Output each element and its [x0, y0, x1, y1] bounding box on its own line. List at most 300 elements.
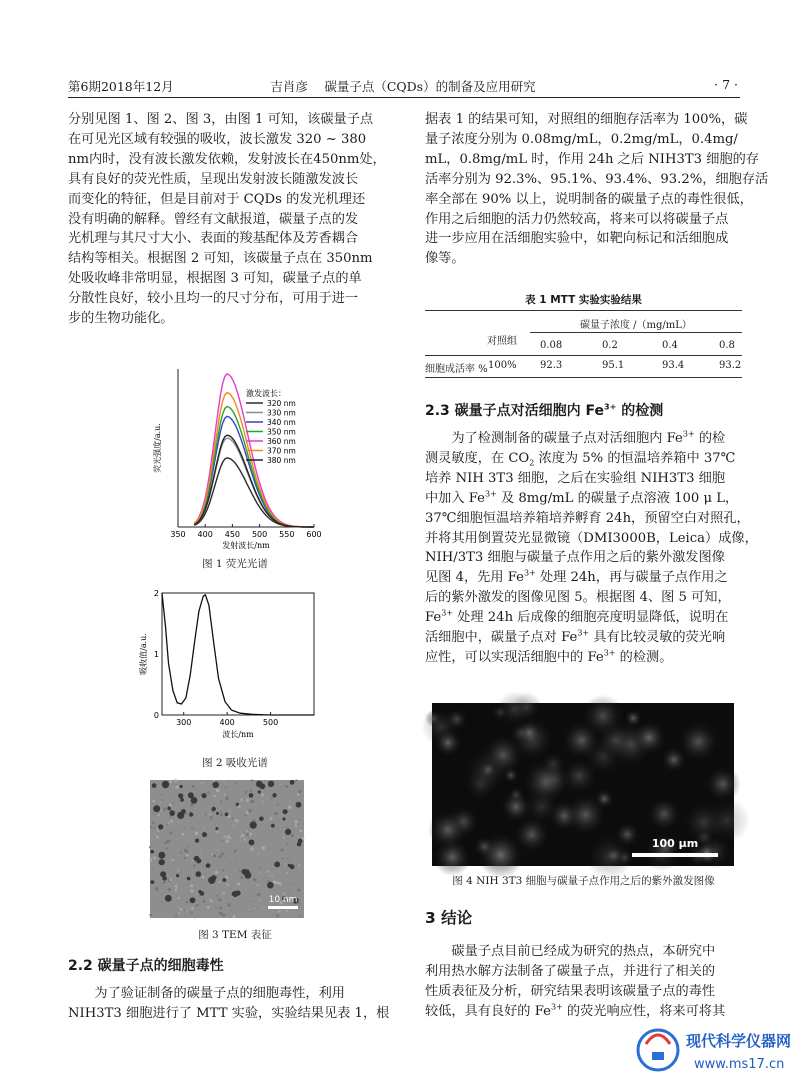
- grain: [221, 853, 224, 856]
- grain: [245, 793, 246, 794]
- section-2-3-heading: [425, 400, 663, 420]
- grain: [155, 887, 159, 891]
- quantum-dot: [196, 858, 201, 863]
- quantum-dot: [180, 785, 183, 788]
- grain: [175, 785, 176, 786]
- running-title: 吉肖彦 碳量子点（CQDs）的制备及应用研究: [270, 79, 536, 94]
- quantum-dot: [298, 839, 303, 844]
- cell-value: 95.1: [602, 360, 625, 371]
- legend-entry: 330 nm: [267, 408, 296, 418]
- grain: [259, 872, 260, 873]
- grain: [289, 890, 290, 891]
- grain: [190, 890, 193, 893]
- grain: [273, 880, 276, 883]
- grain: [184, 828, 186, 830]
- grain: [246, 833, 249, 836]
- text-line: mL，0.8mg/mL 时，作用 24h 之后 NIH3T3 细胞的存: [425, 151, 760, 167]
- grain: [276, 914, 279, 917]
- text-line: $Fe^{3+}$ 处理 24h 后成像的细胞亮度明显降低，说明在: [425, 608, 729, 626]
- grain: [227, 903, 231, 907]
- quantum-dot: [187, 877, 191, 881]
- right-column-results: [425, 110, 769, 269]
- grain: [217, 831, 219, 833]
- quantum-dot: [162, 781, 169, 788]
- x-tick-label: 500: [251, 530, 268, 539]
- scale-bar: [632, 853, 718, 857]
- table-bottom-rule: [425, 377, 742, 378]
- quantum-dot: [150, 880, 154, 884]
- quantum-dot: [212, 782, 219, 789]
- grain: [297, 850, 298, 851]
- grain: [203, 782, 205, 784]
- grain: [184, 849, 188, 853]
- grain: [299, 829, 302, 832]
- text-line: 在可见光区域有较强的吸收，波长激发 320 ~ 380: [68, 131, 367, 147]
- grain: [165, 847, 167, 849]
- quantum-dot: [290, 780, 295, 785]
- grain: [192, 785, 195, 788]
- text-line: 性质表征及分析，研究结果表明该碳量子点的毒性: [425, 983, 716, 999]
- watermark-logo-icon: [628, 1018, 792, 1080]
- x-tick-label: 300: [176, 718, 192, 727]
- grain: [178, 912, 180, 914]
- text-line: 并将其用倒置荧光显微镜（DMI3000B，Leica）成像，: [425, 530, 758, 546]
- section-2-2-heading: 2.2 碳量子点的细胞毒性: [68, 958, 224, 974]
- grain: [195, 832, 198, 835]
- text-line: 分散性良好，较小且均一的尺寸分布，可用于进一: [68, 291, 359, 307]
- grain: [246, 799, 249, 802]
- grain: [240, 840, 241, 841]
- grain: [233, 915, 236, 918]
- mtt-table: [425, 310, 742, 378]
- issue-label: 第6期2018年12月: [68, 79, 174, 94]
- grain: [295, 779, 297, 781]
- grain: [219, 907, 222, 910]
- quantum-dot: [159, 852, 166, 859]
- quantum-dot: [180, 798, 184, 802]
- grain: [257, 884, 259, 886]
- grain: [149, 858, 152, 861]
- grain: [218, 855, 219, 856]
- cell-glow: [646, 796, 682, 832]
- scale-label: 100 μm: [651, 837, 699, 850]
- quantum-dot: [178, 793, 183, 798]
- conc-header: 0.8: [719, 340, 735, 351]
- quantum-dot: [153, 805, 160, 812]
- section-2-2-body: [68, 984, 390, 1024]
- grain: [231, 909, 232, 910]
- grain: [249, 833, 252, 836]
- grain: [277, 804, 279, 806]
- grain: [223, 793, 225, 795]
- grain: [192, 860, 194, 862]
- cell-glow: [581, 695, 624, 738]
- quantum-dot: [190, 897, 196, 903]
- grain: [235, 858, 236, 859]
- grain: [186, 854, 189, 857]
- grain: [157, 830, 159, 832]
- text-line: 活率分别为 92.3%、95.1%、93.4%、93.2%，细胞存活: [425, 171, 769, 187]
- quantum-dot: [283, 809, 288, 814]
- grain: [257, 893, 261, 897]
- grain: [164, 841, 167, 844]
- grain: [259, 899, 261, 901]
- grain: [282, 858, 284, 860]
- grain: [285, 785, 288, 788]
- grain: [262, 801, 264, 803]
- text-line: 中加入 $Fe^{3+}$ 及 8mg/mL 的碳量子点溶液 100 μ L，: [425, 489, 739, 506]
- quantum-dot: [258, 790, 261, 793]
- grain: [192, 828, 194, 830]
- quantum-dot: [236, 803, 239, 806]
- grain: [258, 853, 259, 854]
- quantum-dot: [268, 781, 274, 787]
- plot-frame: [162, 593, 314, 715]
- text-line: 碳量子点目前已经成为研究的热点，本研究中: [451, 944, 716, 959]
- text-line: 具有良好的荧光性质，呈现出发射波长随激发波长: [68, 171, 359, 187]
- grain: [215, 906, 217, 908]
- y-axis-label: 吸收值/a.u.: [139, 633, 148, 675]
- grain: [237, 882, 240, 885]
- grain: [161, 794, 163, 796]
- cell-glow: [624, 709, 642, 727]
- header-rule: [68, 97, 740, 98]
- quantum-dot: [259, 783, 265, 789]
- text-line: 进一步应用在活细胞实验中，如靶向标记和活细胞成: [425, 231, 729, 247]
- text-line: 处吸收峰非常明显，根据图 3 可知，碳量子点的单: [68, 271, 362, 287]
- grain: [248, 909, 249, 910]
- grain: [180, 852, 182, 854]
- grain: [289, 883, 291, 885]
- legend-entry: 340 nm: [267, 418, 296, 427]
- x-tick-label: 400: [219, 718, 235, 727]
- grain: [169, 831, 172, 834]
- grain: [250, 847, 253, 850]
- y-tick-label: 1: [153, 650, 159, 659]
- x-tick-label: 550: [279, 530, 295, 539]
- grain: [207, 906, 210, 909]
- x-tick-label: 500: [262, 718, 279, 727]
- cell-glow: [513, 816, 550, 853]
- cell-glow: [463, 747, 511, 795]
- cell-value: 93.4: [662, 360, 685, 371]
- quantum-dot: [285, 829, 291, 835]
- text-line: 结构等相关。根据图 2 可知，该碳量子点在 350nm: [68, 251, 373, 267]
- grain: [195, 917, 196, 918]
- grain: [251, 779, 253, 781]
- control-header: 对照组: [487, 336, 517, 347]
- grain: [250, 789, 252, 791]
- grain: [190, 884, 193, 887]
- quantum-dot: [259, 817, 264, 822]
- grain: [275, 812, 278, 815]
- grain: [174, 779, 177, 782]
- grain: [218, 849, 219, 850]
- grain: [291, 834, 294, 837]
- grain: [160, 802, 161, 803]
- grain: [156, 836, 159, 839]
- grain: [262, 908, 263, 909]
- page-number: · 7 ·: [714, 77, 738, 92]
- quantum-dot: [200, 891, 205, 896]
- quantum-dot: [196, 871, 202, 877]
- grain: [232, 818, 234, 820]
- quantum-dot: [267, 882, 274, 889]
- grain: [240, 876, 243, 879]
- grain: [271, 798, 273, 800]
- grain: [280, 784, 281, 785]
- quantum-dot: [242, 869, 248, 875]
- grain: [235, 819, 238, 822]
- section-2-3-heading-text: 2.3 碳量子点对活细胞内 Fe: [425, 403, 605, 419]
- grain: [185, 813, 187, 815]
- absorption-chart: [140, 580, 320, 750]
- grain: [285, 863, 287, 865]
- text-line: 像等。: [425, 251, 465, 267]
- grain: [167, 825, 168, 826]
- grain: [219, 881, 221, 883]
- grain: [285, 797, 286, 798]
- grain: [173, 862, 174, 863]
- grain: [160, 810, 162, 812]
- grain: [287, 858, 288, 859]
- grain: [273, 836, 274, 837]
- grain: [220, 800, 222, 802]
- grain: [298, 902, 300, 904]
- grain: [152, 826, 154, 828]
- x-tick-label: 600: [306, 530, 322, 539]
- grain: [191, 907, 194, 910]
- grain: [205, 814, 207, 816]
- quantum-dot: [216, 812, 219, 815]
- text-line: 率全部在 90% 以上，说明制备的碳量子点的毒性很低，: [425, 191, 753, 207]
- section-2-3-body: [425, 429, 758, 668]
- grain: [248, 809, 252, 813]
- grain: [278, 911, 280, 913]
- quantum-dot: [165, 895, 172, 902]
- grain: [223, 837, 224, 838]
- quantum-dot: [158, 824, 163, 829]
- quantum-dot: [232, 891, 238, 897]
- quantum-dot: [195, 839, 199, 843]
- legend-entry: 370 nm: [267, 446, 296, 456]
- x-axis-label: 发射波长/nm: [222, 541, 270, 550]
- grain: [169, 879, 172, 882]
- grain: [193, 864, 196, 867]
- y-axis-label: 荧光强度/a.u.: [153, 423, 162, 473]
- text-line: 利用热水解方法制备了碳量子点，并进行了相关的: [425, 963, 716, 979]
- left-column-intro: [68, 110, 390, 329]
- quantum-dot: [225, 813, 229, 817]
- grain: [224, 835, 226, 837]
- text-line: 量子浓度分别为 0.08mg/mL，0.2mg/mL，0.4mg/: [425, 131, 738, 147]
- quantum-dot: [212, 807, 216, 811]
- grain: [178, 821, 179, 822]
- grain: [202, 900, 205, 903]
- grain: [187, 883, 188, 884]
- fig2-caption: 图 2 吸收光谱: [202, 757, 268, 769]
- grain: [260, 867, 262, 869]
- quantum-dot: [282, 817, 285, 820]
- grain: [240, 798, 243, 801]
- grain: [175, 885, 178, 888]
- grain: [163, 808, 166, 811]
- watermark-name: 现代科学仪器网: [686, 1032, 792, 1050]
- grain: [296, 884, 297, 885]
- table-group-rule: [530, 332, 742, 333]
- grain: [186, 910, 188, 912]
- control-value: 100%: [488, 360, 517, 371]
- grain: [182, 833, 185, 836]
- grain: [253, 908, 255, 910]
- legend-entry: 380 nm: [267, 456, 296, 465]
- table1-title: 表 1 MTT 实验实验结果: [525, 294, 642, 306]
- text-line: 应性，可以实现活细胞中的 $Fe^{3+}$ 的检测。: [425, 648, 673, 665]
- grain: [167, 822, 169, 824]
- x-tick-label: 450: [224, 530, 241, 539]
- grain: [222, 892, 225, 895]
- grain: [261, 794, 264, 797]
- grain: [178, 897, 180, 899]
- grain: [300, 780, 301, 781]
- grain: [286, 872, 288, 874]
- quantum-dot: [191, 797, 198, 804]
- quantum-dot: [271, 824, 275, 828]
- grain: [169, 804, 172, 807]
- site-watermark: [628, 1018, 792, 1080]
- concentration-group-header: 碳量子浓度 /（mg/mL）: [580, 320, 692, 331]
- grain: [170, 820, 173, 823]
- grain: [180, 908, 183, 911]
- grain: [195, 808, 196, 809]
- grain: [231, 838, 232, 839]
- cell-glow: [604, 845, 624, 865]
- cell-glow: [560, 757, 598, 795]
- grain: [184, 909, 186, 911]
- grain: [241, 834, 244, 837]
- absorption-line: [162, 593, 314, 715]
- grain: [163, 881, 166, 884]
- quantum-dot: [169, 810, 175, 816]
- grain: [204, 828, 205, 829]
- conc-header: 0.2: [602, 340, 618, 351]
- fig1-caption: 图 1 荧光光谱: [202, 558, 268, 570]
- grain: [171, 859, 173, 861]
- fig3-caption: 图 3 TEM 表征: [198, 929, 272, 941]
- grain: [267, 870, 269, 872]
- grain: [225, 857, 226, 858]
- grain: [215, 871, 219, 875]
- quantum-dot: [202, 793, 207, 798]
- legend-title: 激发波长：: [246, 389, 286, 398]
- grain: [288, 806, 291, 809]
- watermark-url: www.ms17.cn: [694, 1057, 785, 1072]
- grain: [270, 817, 273, 820]
- grain: [245, 814, 247, 816]
- cell-value: 93.2: [719, 360, 742, 371]
- grain: [277, 882, 280, 885]
- text-line: 步的生物功能化。: [68, 311, 174, 327]
- cell-glow: [434, 729, 462, 757]
- grain: [221, 840, 223, 842]
- grain: [210, 899, 213, 902]
- grain: [213, 854, 215, 856]
- grain: [227, 836, 230, 839]
- grain: [188, 846, 189, 847]
- text-line: 测灵敏度，在 $CO_2$ 浓度为 5% 的恒温培养箱中 37℃: [425, 450, 736, 468]
- text-line: 据表 1 的结果可知，对照组的细胞存活率为 100%，碳: [425, 112, 748, 127]
- quantum-dot: [290, 864, 295, 869]
- grain: [213, 795, 216, 798]
- text-line: 而变化的特征，但是目前对于 CQDs 的发光机理还: [68, 191, 366, 207]
- grain: [262, 846, 265, 849]
- quantum-dot: [189, 813, 193, 817]
- quantum-dot: [176, 874, 179, 877]
- grain: [299, 819, 300, 820]
- conc-header: 0.08: [540, 340, 563, 351]
- grain: [227, 883, 230, 886]
- grain: [167, 840, 170, 843]
- grain: [149, 846, 151, 848]
- quantum-dot: [249, 793, 254, 798]
- cell-glow: [615, 822, 640, 847]
- fig4-caption: 图 4 NIH 3T3 细胞与碳量子点作用之后的紫外激发图像: [452, 875, 715, 887]
- fluorescence-chart: [150, 362, 320, 552]
- grain: [211, 819, 212, 820]
- grain: [222, 869, 224, 871]
- grain: [226, 840, 229, 843]
- grain: [245, 791, 247, 793]
- grain: [283, 836, 285, 838]
- grain: [225, 786, 227, 788]
- grain: [186, 901, 188, 903]
- y-tick-label: 2: [153, 589, 159, 598]
- x-tick-label: 400: [197, 530, 213, 539]
- cell-glow: [705, 766, 741, 802]
- grain: [153, 856, 156, 859]
- grain: [151, 813, 152, 814]
- text-line: nm内时，没有波长激发依赖，发射波长在450nm处，: [68, 151, 386, 167]
- grain: [175, 915, 177, 917]
- section-2-3-heading-suffix: 的检测: [616, 403, 664, 419]
- grain: [250, 800, 253, 803]
- grain: [261, 824, 262, 825]
- quantum-dot: [152, 783, 157, 788]
- text-line: NIH3T3 细胞进行了 MTT 实验，实验结果见表 1，根: [68, 1005, 390, 1021]
- grain: [272, 875, 273, 876]
- quantum-dot: [150, 850, 154, 854]
- grain: [152, 822, 155, 825]
- grain: [188, 845, 189, 846]
- tem-image: [150, 780, 304, 918]
- grain: [286, 843, 288, 845]
- grain: [190, 803, 193, 806]
- grain: [234, 850, 237, 853]
- scale-bar: [268, 906, 298, 909]
- grain: [184, 857, 187, 860]
- grain: [295, 824, 298, 827]
- grain: [286, 827, 288, 829]
- grain: [168, 888, 171, 891]
- table-top-rule: [425, 310, 742, 311]
- grain: [245, 799, 246, 800]
- grain: [200, 783, 201, 784]
- grain: [253, 878, 256, 881]
- page-header: [68, 75, 738, 97]
- cell-glow: [564, 793, 607, 836]
- grain: [219, 912, 222, 915]
- x-tick-label: 350: [170, 530, 186, 539]
